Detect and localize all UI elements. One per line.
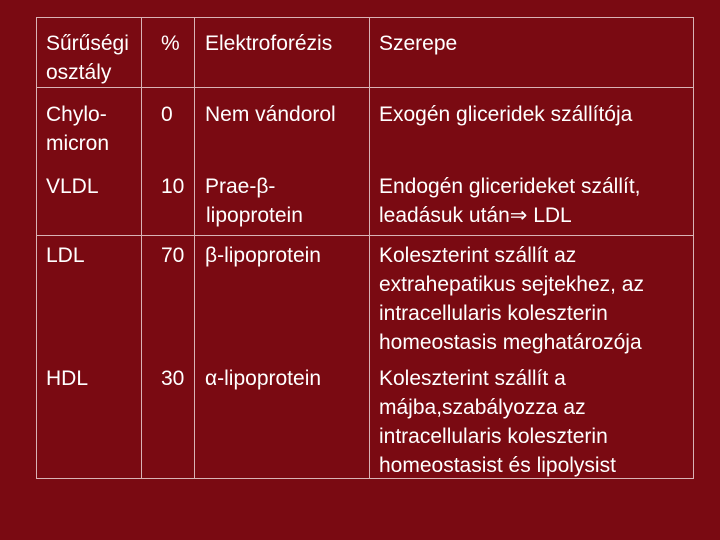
row-role-line: homeostasist és lipolysist [379,454,616,477]
row-name-chylomicron [46,100,109,158]
row-name-line: HDL [46,367,89,390]
header-electrophoresis: Elektroforézis [205,32,333,55]
row-electrophoresis-line: lipoprotein [206,204,303,227]
row-role-line: Endogén glicerideket szállít, [379,175,641,198]
row-role-line: Exogén gliceridek szállítója [379,103,633,126]
header-density-class [46,29,129,87]
row-role-line: Koleszterint szállít a [379,367,566,390]
row-percent: 70 [161,244,185,267]
header-percent: % [161,32,180,55]
lipoprotein-table [36,17,694,479]
row-role-line: leadásuk után⇒ LDL [379,204,572,227]
row-role-line: Koleszterint szállít az [379,244,577,267]
row-name-line: Chylo- [46,103,107,126]
row-name-line: VLDL [46,175,99,198]
row-electrophoresis [205,100,336,129]
row-role-line: májba,szabályozza az [379,396,586,419]
row-divider [37,87,693,88]
header-density-class-line: Sűrűségi [46,32,129,55]
row-electrophoresis-line: Nem vándorol [205,103,336,126]
row-percent: 0 [161,103,173,126]
row-electrophoresis [205,172,303,230]
row-electrophoresis-line: α-lipoprotein [205,367,322,390]
row-percent: 30 [161,367,185,390]
row-role-line: intracellularis koleszterin [379,302,608,325]
row-electrophoresis-line: Prae-β- [205,175,276,198]
row-electrophoresis [205,364,321,393]
row-role-line: homeostasis meghatározója [379,331,642,354]
row-role [379,100,632,129]
row-name-vldl [46,172,99,201]
header-density-class-line: osztály [46,61,112,84]
row-divider [37,235,693,236]
header-role: Szerepe [379,32,458,55]
row-role [379,172,641,230]
row-role-line: extrahepatikus sejtekhez, az [379,273,644,296]
row-role-line: intracellularis koleszterin [379,425,608,448]
row-role [379,364,616,480]
row-electrophoresis [205,241,321,270]
row-percent: 10 [161,175,185,198]
row-name-hdl [46,364,88,393]
row-name-line: LDL [46,244,85,267]
row-name-ldl [46,241,85,270]
row-role [379,241,644,357]
row-electrophoresis-line: β-lipoprotein [205,244,321,267]
row-name-line: micron [46,132,110,155]
